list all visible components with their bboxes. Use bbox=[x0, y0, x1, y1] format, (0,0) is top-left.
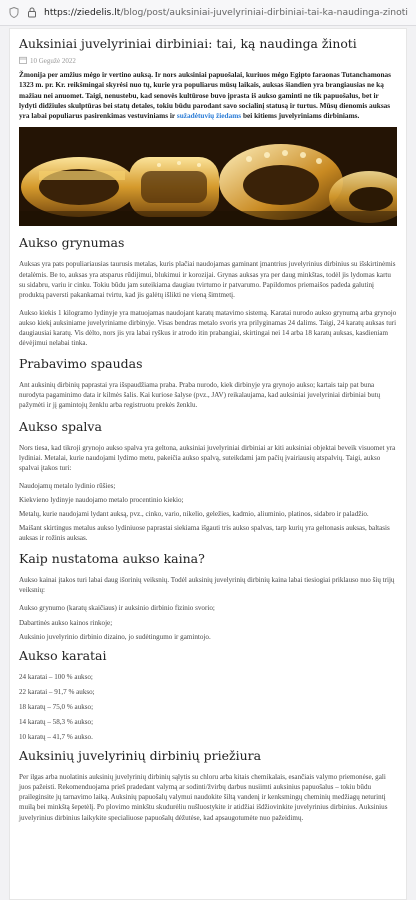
section-heading: Prabavimo spaudas bbox=[19, 356, 143, 372]
paragraph: Maišant skirtingus metalus aukso lydiniuose paprastai siekiama išgauti tris aukso spalvas, tarp kurių yra geltonasis auksas, baltasis auksas ir rožinis auksas. bbox=[19, 524, 390, 543]
gold-jewelry-image bbox=[19, 127, 397, 226]
section-heading: Aukso spalva bbox=[19, 418, 102, 434]
list-item: Auksinio juvelyrinio dirbinio dizaino, jo sudėtingumo ir gamintojo. bbox=[19, 632, 211, 641]
paragraph: Nors tiesa, kad tikroji grynojo aukso spalva yra geltona, auksiniai juvelyriniai dirbiniai ar kiti auksiniai objektai beveik visuomet yra lydiniai. Metalai, kurie naudojami lydimo metu, pakeičia aukso spalvą, suteikdami jam pačių įvairiausių atspalvių. Taigi, aukso spalvai įtakos turi: bbox=[19, 443, 396, 472]
post-date bbox=[19, 56, 397, 66]
paragraph: Per ilgas arba nuolatinis auksinių juvelyrinių dirbinių sąlytis su chloru arba kitais chemikalais, esančiais valymo priemonėse, gali juos pažeisti. Rekomenduojama prieš pradedant valymą ar sodinti/žvirbų darbus nusiimti auksinius papuošalus – tokiu būdu praileginsite jų tarnavimo laiką. Auksinių papuošalų valymui naudokite šiltą vandenį ir kenksmingų cheminių medžiagų neturintį muilą bei minkštą šepetėlį. Po plovimo minkštu skudurėliu nušluostykite ir atidžiai išdžiovinkite juvelyrinius dirbinius. Auksinius juvelyrinius dirbinius laikykite specialiuose papuošalų dėžutėse, kad apsaugotumėte nuo pažeidimų. bbox=[19, 773, 388, 822]
section-heading: Kaip nustatoma aukso kaina? bbox=[19, 551, 205, 567]
karat-list bbox=[19, 672, 397, 742]
engagement-rings-link[interactable]: sužadėtuvių žiedams bbox=[176, 111, 242, 121]
article-title: Auksiniai juvelyriniai dirbiniai: tai, ką naudinga žinoti bbox=[19, 36, 357, 51]
list-item: 22 karatai – 91,7 % aukso; bbox=[19, 687, 95, 696]
list-item: Dabartinės aukso kainos rinkoje; bbox=[19, 618, 113, 627]
list-item: Naudojamų metalo lydinio rūšies; bbox=[19, 481, 116, 490]
shield-icon bbox=[8, 7, 20, 19]
list-item: 10 karatų – 41,7 % aukso. bbox=[19, 733, 93, 742]
list-item: 24 karatai – 100 % aukso; bbox=[19, 672, 93, 681]
paragraph: Aukso kiekis 1 kilogramo lydinyje yra matuojamas naudojant karatų matavimo sistemą. Karatai nurodo aukso grynumą arba grynojo aukso kiekį auksiniame juvelyriniame dirbinyje. Visas bendras metalo svoris yra prilyginamas 24 dalims. Taigi, 24 karatų auksas turi daugiausiai karatų. Vis dėlto, nors jis yra labai ryškus ir atrodo itin prabangiai, skirtingai nei 14 arba 18 karatų auksas, kasdieniam dėvėjimui nelabai tinka. bbox=[19, 308, 397, 348]
date-text: 10 Gegužė 2022 bbox=[30, 57, 76, 65]
article-page bbox=[9, 28, 407, 900]
address-bar[interactable] bbox=[0, 0, 416, 26]
list-item: Metalų, kurie naudojami lydant auksą, pvz., cinko, vario, nikelio, geležies, kadmio, aliuminio, platinos, sidabro ir paladžio. bbox=[19, 509, 369, 518]
price-factors-list bbox=[19, 603, 397, 641]
paragraph: Auksas yra pats populiariausias taurusis metalas, kuris plačiai naudojamas gaminant įmantrius juvelyrinius dirbinius su išskirtinėmis detalėmis. Be to, auksas yra atsparus rūdijimui, blukimui ir korozijai. Grynas auksas yra per daug minkštas, todėl jis lydomas kartu su sidabru, variu ir cinku. Tokiu būdu jam suteikiama daugiau tvirtumo ir patvarumo. Papildomos priemaišos padeda galutinį produktą paversti pakankamai tvirtu, kad jis galėtų išlikti ne vieną šimtmetį. bbox=[19, 260, 396, 299]
section-heading: Aukso grynumas bbox=[19, 235, 125, 251]
list-item: Kiekvieno lydinyje naudojamo metalo procentinio kiekio; bbox=[19, 495, 184, 504]
article-lead: Žmonija per amžius mėgo ir vertino auksą. Ir nors auksiniai papuošalai, kuriuos mėgo Egipto faraonas Tutanchamonas 1323 m. pr. Kr. reikšmingai skyrėsi nuo tų, kurie yra populiarus mūsų laikais, auksas šiandien yra brangiausias ne ką mažiau nei anuomet. Taigi, nenustebu, kad senovės kultūrose buvo įprasta iš aukso gaminti ne tik papuošalus, bet ir lydyti didžiules skulptūras bei statų detales, tokiu būdu parodant savo socialinį statusą ir turtus. Mūsų dienomis auksas yra labai populiarus pasirenkimas vestuviniams ir sužadėtuvių žiedams bei kitiems juvelyriniams dirbiniams. bbox=[19, 70, 392, 121]
calendar-icon bbox=[19, 56, 27, 66]
list-item: 14 karatų – 58,3 % aukso; bbox=[19, 718, 94, 727]
list-item: 18 karatų – 75,0 % aukso; bbox=[19, 702, 94, 711]
list-item: Aukso grynumo (karatų skaičiaus) ir auksinio dirbinio fizinio svorio; bbox=[19, 604, 215, 613]
color-factors-list bbox=[19, 481, 397, 519]
url-text[interactable]: https://ziedelis.lt/blog/post/auksiniai-juvelyriniai-dirbiniai-tai-ka-naudinga-zinoti bbox=[44, 7, 408, 18]
lock-icon bbox=[26, 7, 38, 19]
section-heading: Auksinių juvelyrinių dirbinių priežiura bbox=[19, 748, 262, 764]
paragraph: Ant auksinių dirbinių paprastai yra išspaudžiama praba. Praba nurodo, kiek dirbinyje yra grynojo aukso; kartais taip pat buna nurodyta pagaminimo data ir kilmės šalis. Kai kuriose šalyse (pvz., JAV) reikalaujama, kad auksiniai juvelyriniai dirbiniai butų pažymėti ir jį gamintojų ženklu arba registruotu prekės ženklu. bbox=[19, 381, 381, 410]
paragraph: Aukso kainai įtakos turi labai daug išorinių veiksnių. Todėl auksinių juvelyrinių dirbinių kaina labai tiesiogiai priklauso nuo šių trijų veiksnių: bbox=[19, 576, 395, 595]
section-heading: Aukso karatai bbox=[19, 647, 107, 663]
